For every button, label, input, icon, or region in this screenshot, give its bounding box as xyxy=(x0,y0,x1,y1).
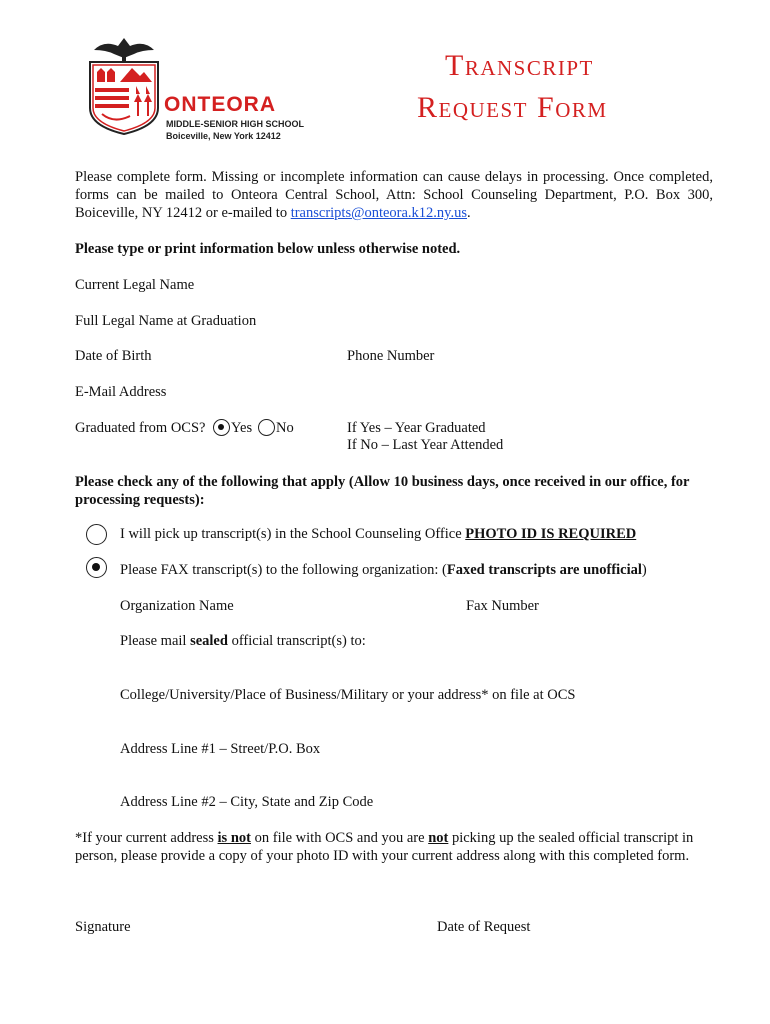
date-of-birth-label: Date of Birth xyxy=(75,348,152,364)
fax-option xyxy=(120,561,647,579)
graduated-no-radio[interactable] xyxy=(258,419,275,436)
graduated-yes-radio[interactable] xyxy=(213,419,230,436)
graduation-name-label: Full Legal Name at Graduation xyxy=(75,313,257,329)
address-line1-label: Address Line #1 – Street/P.O. Box xyxy=(120,741,321,757)
current-legal-name-label: Current Legal Name xyxy=(75,277,195,293)
graduated-label: Graduated from OCS? xyxy=(75,420,206,436)
footnote-p1: *If your current address xyxy=(75,830,218,846)
footnote-p2: on file with OCS and you are xyxy=(250,830,429,846)
radio-selected-dot xyxy=(218,424,224,430)
pickup-radio[interactable] xyxy=(86,524,107,545)
address-line2-label: Address Line #2 – City, State and Zip Code xyxy=(120,794,374,810)
pickup-option xyxy=(120,525,636,543)
options-header: Please check any of the following that apply (Allow 10 business days, once received in our office, for processing requests): xyxy=(75,474,690,508)
school-logo xyxy=(84,36,314,148)
graduated-no-label: No xyxy=(276,420,294,436)
fax-text: Please FAX transcript(s) to the following organization: ( xyxy=(120,562,447,578)
intro-text: Please complete form. Missing or incomplete information can cause delays in processing. Once completed, forms can be mailed to Onteora Central School, Attn: School Counseling Department, P.O. Box 300, Boiceville, NY 12412 or e-mailed to xyxy=(75,169,713,221)
footnote-not: not xyxy=(428,830,449,846)
email-link[interactable]: transcripts@onteora.k12.ny.us xyxy=(290,205,468,221)
date-of-request-label: Date of Request xyxy=(437,919,531,935)
email-address-label: E-Mail Address xyxy=(75,384,167,400)
mail-post: official transcript(s) to: xyxy=(227,633,366,649)
phone-number-label: Phone Number xyxy=(347,348,435,364)
school-location: Boiceville, New York 12412 xyxy=(166,131,281,141)
signature-label: Signature xyxy=(75,919,131,935)
form-title-line1: Transcript xyxy=(445,49,594,82)
fax-number-label: Fax Number xyxy=(466,598,539,614)
if-yes-label: If Yes – Year Graduated xyxy=(347,420,486,436)
fax-unofficial: Faxed transcripts are unofficial xyxy=(446,562,642,578)
school-subtitle: MIDDLE-SENIOR HIGH SCHOOL xyxy=(166,119,305,129)
school-name: ONTEORA xyxy=(164,93,276,116)
pickup-text: I will pick up transcript(s) in the School Counseling Office xyxy=(120,526,466,542)
footnote-p3: picking up the sealed official transcript in person, please provide a copy of your photo ID with your current address along with this completed form. xyxy=(75,830,694,864)
organization-name-label: Organization Name xyxy=(120,598,234,614)
radio-selected-dot xyxy=(92,563,100,571)
instruction-text: Please type or print information below unless otherwise noted. xyxy=(75,241,461,257)
photo-id-required: PHOTO ID IS REQUIRED xyxy=(465,526,637,542)
footnote-is-not: is not xyxy=(217,830,251,846)
graduated-yes-label: Yes xyxy=(231,420,253,436)
college-label: College/University/Place of Business/Military or your address* on file at OCS xyxy=(120,687,576,703)
eagle-shield-icon xyxy=(84,36,164,136)
if-no-label: If No – Last Year Attended xyxy=(347,437,504,453)
footnote-paragraph xyxy=(75,829,707,865)
fax-radio[interactable] xyxy=(86,557,107,578)
form-title-line2: Request Form xyxy=(417,91,608,124)
intro-end: . xyxy=(467,205,471,221)
intro-paragraph xyxy=(75,168,713,222)
mail-pre: Please mail xyxy=(120,633,191,649)
fax-end: ) xyxy=(641,562,647,578)
mail-sealed: sealed xyxy=(190,633,228,649)
mail-instruction xyxy=(120,632,366,650)
